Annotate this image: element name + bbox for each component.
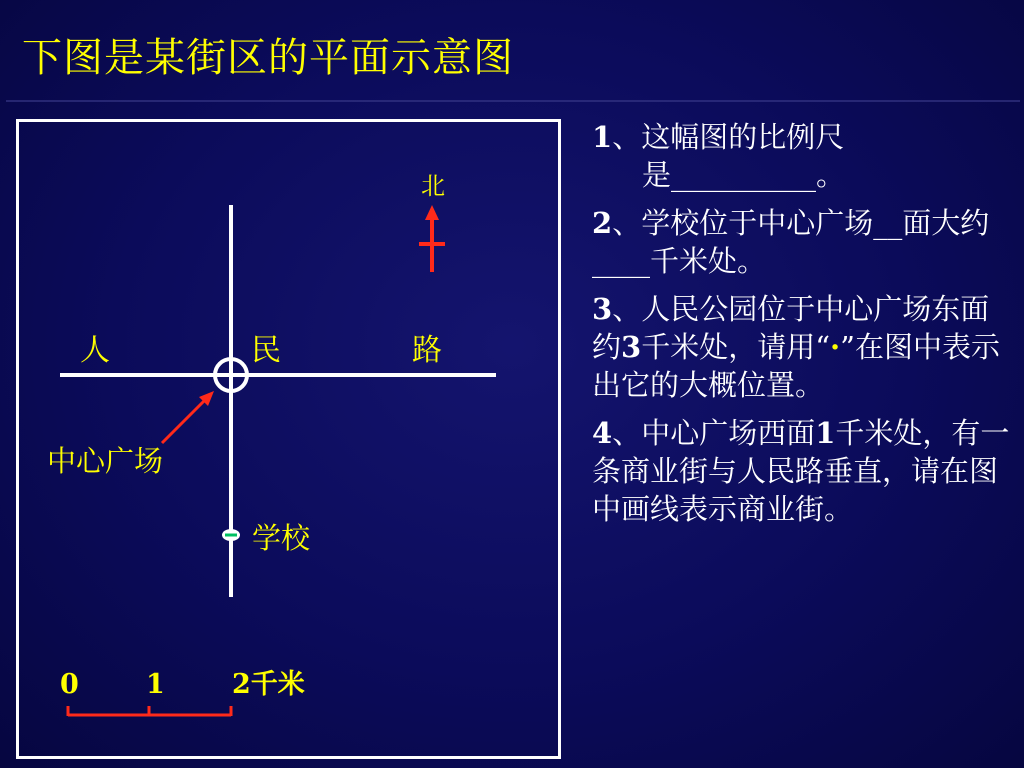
scale-bar [68, 706, 231, 716]
question-4-text-b: 千米处，有一条商业街与人民路垂直，请在图中画线表示商业街。 [592, 416, 1010, 526]
question-4 [592, 414, 1012, 528]
question-3-text-a: 、人民公园位于中心广场东面约 [592, 292, 990, 364]
question-1 [592, 118, 1012, 194]
question-1-text: 、这幅图的比例尺 [612, 120, 845, 154]
question-1-number: 1 [592, 120, 613, 154]
road-label-char-1: 人 [80, 333, 110, 368]
question-4-number: 4 [592, 416, 613, 450]
question-4-distance: 1 [815, 416, 836, 450]
question-3-dot-symbol: · [830, 330, 841, 364]
question-4-text-a: 、中心广场西面 [612, 416, 816, 450]
questions-panel [592, 118, 1012, 538]
question-2 [592, 204, 1012, 280]
question-3-distance: 3 [621, 330, 642, 364]
north-arrow-icon [419, 205, 445, 272]
school-label: 学校 [252, 521, 311, 555]
question-3-text-c: ”在图中表示出它的大概位置。 [592, 330, 1000, 402]
center-plaza-label: 中心广场 [47, 444, 164, 478]
scale-tick-label-2: 2千米 [232, 669, 305, 700]
slide-title: 下图是某街区的平面示意图 [22, 35, 514, 81]
scale-tick-label-0: 0 [60, 669, 79, 700]
plaza-pointer-arrow [162, 399, 206, 443]
question-3-number: 3 [592, 292, 613, 326]
question-2-text: 、学校位于中心广场__面大约____千米处。 [592, 206, 990, 278]
question-3-text-b: 千米处，请用“ [641, 330, 831, 364]
question-3 [592, 290, 1012, 404]
road-label-char-3: 路 [412, 333, 442, 368]
question-2-number: 2 [592, 206, 613, 240]
question-1-blank-line: 是__________。 [642, 158, 846, 192]
road-label-char-2: 民 [251, 333, 281, 368]
north-label: 北 [421, 172, 445, 200]
scale-tick-label-1: 1 [146, 669, 165, 700]
